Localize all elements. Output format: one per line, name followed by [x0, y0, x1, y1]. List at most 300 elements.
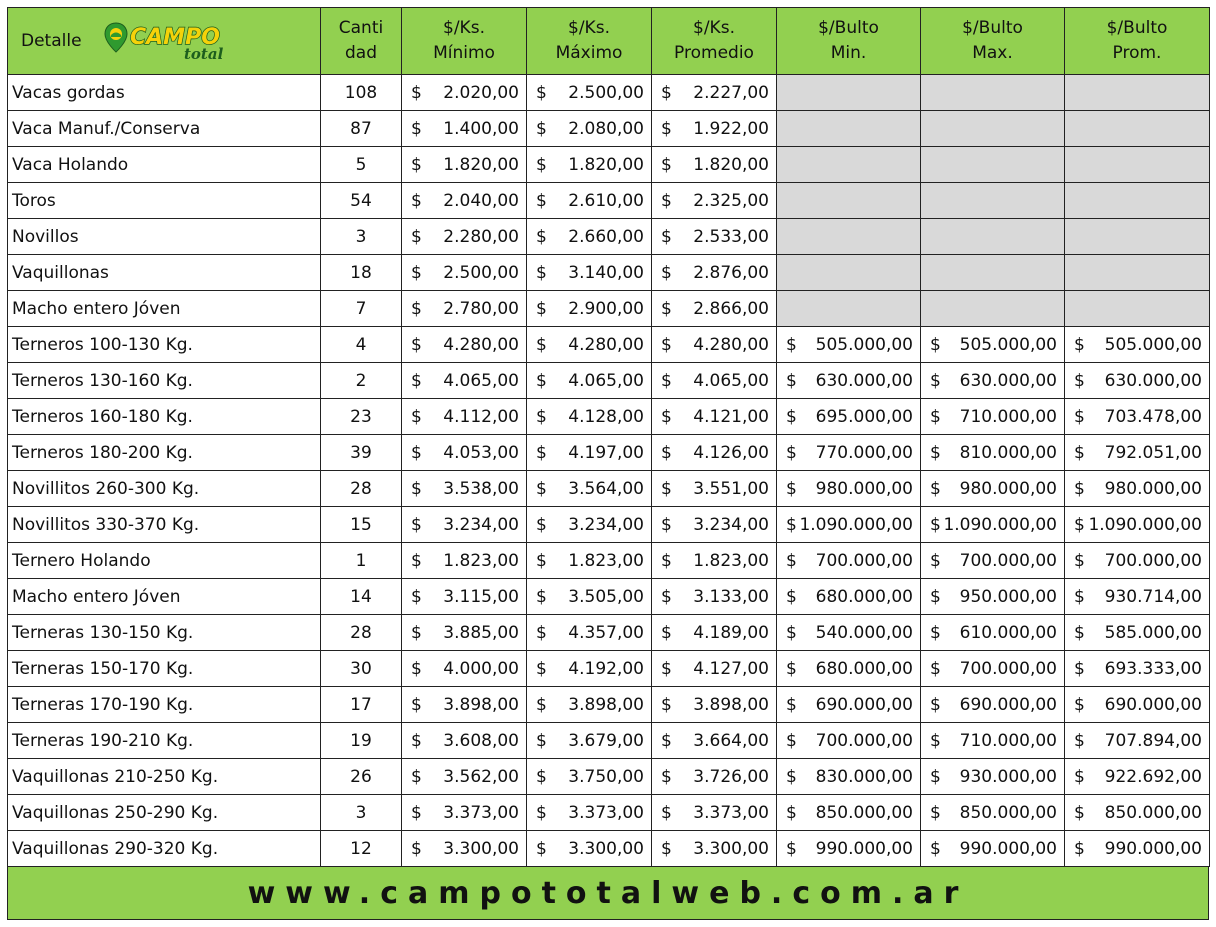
cell-value: 505.000,00: [1104, 334, 1202, 355]
currency-symbol: $: [930, 586, 941, 607]
cell-detalle: Terneros 130-160 Kg.: [8, 363, 321, 399]
cell-value: 2.610,00: [568, 190, 644, 211]
cell-bmin: [777, 435, 921, 471]
cell-kmin: [402, 651, 527, 687]
cell-bmin: [777, 795, 921, 831]
currency-symbol: $: [661, 730, 672, 751]
cell-value: 540.000,00: [815, 622, 913, 643]
cell-kprom: [652, 327, 777, 363]
cell-bprom: [1065, 579, 1210, 615]
cell-bprom: [1065, 723, 1210, 759]
currency-symbol: $: [536, 622, 547, 643]
cell-cantidad: 28: [321, 471, 402, 507]
table-row: [8, 75, 1210, 111]
cell-kprom: [652, 291, 777, 327]
currency-symbol: $: [661, 622, 672, 643]
cell-kmin: [402, 363, 527, 399]
cell-kprom: [652, 651, 777, 687]
currency-symbol: $: [411, 802, 422, 823]
cell-bmax-empty: [921, 75, 1065, 111]
currency-symbol: $: [411, 622, 422, 643]
cell-cantidad: 39: [321, 435, 402, 471]
cell-value: 950.000,00: [959, 586, 1057, 607]
cell-value: 3.564,00: [568, 478, 644, 499]
cell-value: 2.500,00: [568, 82, 644, 103]
currency-symbol: $: [536, 262, 547, 283]
cell-value: 4.127,00: [693, 658, 769, 679]
currency-symbol: $: [411, 406, 422, 427]
cell-cantidad: 54: [321, 183, 402, 219]
cell-kmax: [527, 795, 652, 831]
currency-symbol: $: [786, 406, 797, 427]
cell-value: 930.000,00: [959, 766, 1057, 787]
cell-bprom-empty: [1065, 147, 1210, 183]
currency-symbol: $: [411, 694, 422, 715]
cell-kprom: [652, 435, 777, 471]
cell-bmax: [921, 435, 1065, 471]
cell-bprom-empty: [1065, 291, 1210, 327]
cell-value: 990.000,00: [1104, 838, 1202, 859]
cell-value: 3.373,00: [693, 802, 769, 823]
header-bulto-max: $/Bulto Max.: [921, 8, 1065, 75]
cell-bprom: [1065, 615, 1210, 651]
cell-value: 3.898,00: [443, 694, 519, 715]
currency-symbol: $: [930, 514, 941, 535]
cell-kmin: [402, 435, 527, 471]
cell-value: 1.090.000,00: [943, 514, 1057, 535]
cell-detalle: Vaquillonas 210-250 Kg.: [8, 759, 321, 795]
currency-symbol: $: [786, 478, 797, 499]
cell-value: 4.112,00: [443, 406, 519, 427]
currency-symbol: $: [536, 370, 547, 391]
cell-kmin: [402, 831, 527, 867]
currency-symbol: $: [930, 730, 941, 751]
cell-bprom: [1065, 507, 1210, 543]
currency-symbol: $: [536, 82, 547, 103]
cell-detalle: Terneras 170-190 Kg.: [8, 687, 321, 723]
cell-kprom: [652, 255, 777, 291]
currency-symbol: $: [1074, 442, 1085, 463]
currency-symbol: $: [930, 766, 941, 787]
currency-symbol: $: [1074, 658, 1085, 679]
cell-value: 4.280,00: [443, 334, 519, 355]
cell-bmax-empty: [921, 219, 1065, 255]
cell-detalle: Ternero Holando: [8, 543, 321, 579]
cell-value: 2.280,00: [443, 226, 519, 247]
currency-symbol: $: [411, 190, 422, 211]
cell-bmax: [921, 759, 1065, 795]
currency-symbol: $: [536, 442, 547, 463]
table-row: [8, 615, 1210, 651]
currency-symbol: $: [536, 298, 547, 319]
currency-symbol: $: [536, 406, 547, 427]
currency-symbol: $: [786, 766, 797, 787]
cell-kmin: [402, 543, 527, 579]
cell-detalle: Macho entero Jóven: [8, 579, 321, 615]
cell-value: 3.234,00: [568, 514, 644, 535]
cell-value: 2.080,00: [568, 118, 644, 139]
cell-cantidad: 3: [321, 795, 402, 831]
currency-symbol: $: [536, 802, 547, 823]
currency-symbol: $: [1074, 406, 1085, 427]
cell-value: 610.000,00: [959, 622, 1057, 643]
currency-symbol: $: [1074, 550, 1085, 571]
cell-kmax: [527, 687, 652, 723]
cell-kmin: [402, 687, 527, 723]
header-cantidad: Canti dad: [321, 8, 402, 75]
cell-bmin: [777, 615, 921, 651]
cell-detalle: Terneras 190-210 Kg.: [8, 723, 321, 759]
cell-bprom-empty: [1065, 183, 1210, 219]
cell-bmin: [777, 687, 921, 723]
cell-value: 3.140,00: [568, 262, 644, 283]
cell-bmax-empty: [921, 147, 1065, 183]
cell-bmin: [777, 759, 921, 795]
currency-symbol: $: [536, 334, 547, 355]
cell-kmax: [527, 255, 652, 291]
table-row: [8, 507, 1210, 543]
cell-cantidad: 1: [321, 543, 402, 579]
currency-symbol: $: [1074, 730, 1085, 751]
cell-detalle: Vaquillonas 290-320 Kg.: [8, 831, 321, 867]
cell-value: 3.679,00: [568, 730, 644, 751]
cell-value: 4.126,00: [693, 442, 769, 463]
currency-symbol: $: [536, 658, 547, 679]
cell-kmin: [402, 615, 527, 651]
table-header: [8, 8, 1210, 75]
table-row: [8, 831, 1210, 867]
cell-kmin: [402, 795, 527, 831]
map-pin-icon: [104, 19, 236, 63]
currency-symbol: $: [536, 514, 547, 535]
cell-kmin: [402, 183, 527, 219]
currency-symbol: $: [661, 694, 672, 715]
cell-value: 630.000,00: [959, 370, 1057, 391]
cell-kprom: [652, 219, 777, 255]
cell-bmax-empty: [921, 255, 1065, 291]
cell-detalle: Toros: [8, 183, 321, 219]
currency-symbol: $: [536, 730, 547, 751]
table-row: [8, 435, 1210, 471]
currency-symbol: $: [411, 154, 422, 175]
cell-value: 922.692,00: [1104, 766, 1202, 787]
currency-symbol: $: [536, 190, 547, 211]
cell-value: 3.885,00: [443, 622, 519, 643]
cell-bprom: [1065, 435, 1210, 471]
price-table: [7, 7, 1210, 867]
cell-cantidad: 17: [321, 687, 402, 723]
currency-symbol: $: [1074, 514, 1085, 535]
cell-bmax-empty: [921, 183, 1065, 219]
cell-value: 3.608,00: [443, 730, 519, 751]
cell-value: 700.000,00: [1104, 550, 1202, 571]
cell-bprom: [1065, 327, 1210, 363]
cell-kmin: [402, 291, 527, 327]
cell-bprom: [1065, 687, 1210, 723]
cell-value: 700.000,00: [959, 658, 1057, 679]
cell-kmin: [402, 147, 527, 183]
currency-symbol: $: [661, 190, 672, 211]
cell-value: 710.000,00: [959, 730, 1057, 751]
cell-kprom: [652, 579, 777, 615]
currency-symbol: $: [786, 514, 797, 535]
currency-symbol: $: [930, 658, 941, 679]
cell-detalle: Terneras 130-150 Kg.: [8, 615, 321, 651]
cell-cantidad: 4: [321, 327, 402, 363]
cell-cantidad: 5: [321, 147, 402, 183]
cell-value: 3.898,00: [693, 694, 769, 715]
cell-bmax-empty: [921, 111, 1065, 147]
cell-value: 1.820,00: [568, 154, 644, 175]
cell-bprom: [1065, 399, 1210, 435]
cell-cantidad: 12: [321, 831, 402, 867]
currency-symbol: $: [930, 622, 941, 643]
cell-value: 4.065,00: [568, 370, 644, 391]
cell-bmin-empty: [777, 183, 921, 219]
currency-symbol: $: [930, 802, 941, 823]
cell-cantidad: 2: [321, 363, 402, 399]
cell-value: 3.300,00: [568, 838, 644, 859]
cell-bprom: [1065, 651, 1210, 687]
currency-symbol: $: [930, 442, 941, 463]
cell-cantidad: 87: [321, 111, 402, 147]
cell-kprom: [652, 759, 777, 795]
cell-bmax: [921, 579, 1065, 615]
currency-symbol: $: [661, 658, 672, 679]
cell-value: 850.000,00: [1104, 802, 1202, 823]
cell-bprom: [1065, 363, 1210, 399]
cell-value: 693.333,00: [1104, 658, 1202, 679]
cell-bmin: [777, 723, 921, 759]
footer-url: www.campototalweb.com.ar: [247, 875, 969, 911]
cell-value: 850.000,00: [959, 802, 1057, 823]
cell-value: 850.000,00: [815, 802, 913, 823]
cell-bmin-empty: [777, 111, 921, 147]
cell-value: 695.000,00: [815, 406, 913, 427]
cell-kprom: [652, 615, 777, 651]
cell-value: 2.780,00: [443, 298, 519, 319]
currency-symbol: $: [411, 838, 422, 859]
header-bulto-prom: $/Bulto Prom.: [1065, 8, 1210, 75]
table-row: [8, 399, 1210, 435]
cell-cantidad: 26: [321, 759, 402, 795]
cell-kmin: [402, 471, 527, 507]
footer-banner: [7, 867, 1209, 920]
cell-kprom: [652, 183, 777, 219]
currency-symbol: $: [661, 406, 672, 427]
currency-symbol: $: [411, 298, 422, 319]
currency-symbol: $: [930, 694, 941, 715]
currency-symbol: $: [661, 478, 672, 499]
cell-kmax: [527, 147, 652, 183]
cell-bprom: [1065, 831, 1210, 867]
cell-kmax: [527, 75, 652, 111]
table-row: [8, 147, 1210, 183]
currency-symbol: $: [411, 442, 422, 463]
cell-bprom-empty: [1065, 111, 1210, 147]
cell-value: 710.000,00: [959, 406, 1057, 427]
cell-detalle: Terneros 160-180 Kg.: [8, 399, 321, 435]
cell-value: 3.373,00: [443, 802, 519, 823]
cell-bmax: [921, 399, 1065, 435]
table-row: [8, 795, 1210, 831]
header-detalle-label: Detalle: [21, 30, 82, 51]
cell-value: 3.115,00: [443, 586, 519, 607]
cell-bmin-empty: [777, 291, 921, 327]
table-row: [8, 255, 1210, 291]
cell-value: 4.192,00: [568, 658, 644, 679]
currency-symbol: $: [661, 514, 672, 535]
cell-value: 3.234,00: [693, 514, 769, 535]
currency-symbol: $: [1074, 766, 1085, 787]
cell-value: 585.000,00: [1104, 622, 1202, 643]
cell-value: 3.750,00: [568, 766, 644, 787]
table-row: [8, 579, 1210, 615]
cell-detalle: Vaca Holando: [8, 147, 321, 183]
table-row: [8, 687, 1210, 723]
cell-value: 990.000,00: [959, 838, 1057, 859]
cell-value: 792.051,00: [1104, 442, 1202, 463]
cell-kmax: [527, 363, 652, 399]
cell-bprom: [1065, 795, 1210, 831]
cell-value: 3.898,00: [568, 694, 644, 715]
cell-value: 2.660,00: [568, 226, 644, 247]
currency-symbol: $: [1074, 838, 1085, 859]
currency-symbol: $: [661, 298, 672, 319]
cell-kmax: [527, 723, 652, 759]
currency-symbol: $: [1074, 370, 1085, 391]
cell-cantidad: 3: [321, 219, 402, 255]
cell-value: 980.000,00: [815, 478, 913, 499]
cell-value: 2.533,00: [693, 226, 769, 247]
cell-value: 990.000,00: [815, 838, 913, 859]
cell-value: 690.000,00: [959, 694, 1057, 715]
cell-value: 980.000,00: [959, 478, 1057, 499]
cell-cantidad: 14: [321, 579, 402, 615]
currency-symbol: $: [411, 730, 422, 751]
cell-value: 700.000,00: [815, 550, 913, 571]
currency-symbol: $: [411, 226, 422, 247]
cell-value: 2.900,00: [568, 298, 644, 319]
cell-value: 3.538,00: [443, 478, 519, 499]
cell-value: 700.000,00: [959, 550, 1057, 571]
cell-bmax: [921, 651, 1065, 687]
currency-symbol: $: [930, 406, 941, 427]
cell-bmax: [921, 831, 1065, 867]
cell-kmin: [402, 327, 527, 363]
cell-kmax: [527, 615, 652, 651]
cell-bmin-empty: [777, 75, 921, 111]
cell-value: 2.227,00: [693, 82, 769, 103]
currency-symbol: $: [786, 550, 797, 571]
cell-value: 2.040,00: [443, 190, 519, 211]
currency-symbol: $: [1074, 622, 1085, 643]
cell-kmax: [527, 651, 652, 687]
cell-value: 505.000,00: [959, 334, 1057, 355]
cell-kmin: [402, 75, 527, 111]
cell-bmax: [921, 363, 1065, 399]
cell-bmin: [777, 471, 921, 507]
currency-symbol: $: [1074, 802, 1085, 823]
cell-kmin: [402, 723, 527, 759]
cell-kmax: [527, 399, 652, 435]
currency-symbol: $: [411, 586, 422, 607]
cell-kprom: [652, 471, 777, 507]
cell-bmin-empty: [777, 255, 921, 291]
cell-cantidad: 108: [321, 75, 402, 111]
cell-kmin: [402, 507, 527, 543]
cell-bprom-empty: [1065, 75, 1210, 111]
header-ks-promedio: $/Ks. Promedio: [652, 8, 777, 75]
cell-value: 3.300,00: [693, 838, 769, 859]
cell-bprom: [1065, 759, 1210, 795]
currency-symbol: $: [661, 586, 672, 607]
cell-kmin: [402, 219, 527, 255]
cell-bmax: [921, 507, 1065, 543]
cell-value: 4.189,00: [693, 622, 769, 643]
table-row: [8, 219, 1210, 255]
cell-bmax: [921, 687, 1065, 723]
cell-cantidad: 15: [321, 507, 402, 543]
currency-symbol: $: [661, 118, 672, 139]
cell-value: 1.823,00: [568, 550, 644, 571]
currency-symbol: $: [536, 694, 547, 715]
cell-detalle: Macho entero Jóven: [8, 291, 321, 327]
cell-cantidad: 19: [321, 723, 402, 759]
cell-kmin: [402, 399, 527, 435]
cell-value: 630.000,00: [815, 370, 913, 391]
table-row: [8, 651, 1210, 687]
currency-symbol: $: [1074, 334, 1085, 355]
campo-total-logo: [104, 19, 236, 63]
cell-kmin: [402, 255, 527, 291]
cell-value: 1.823,00: [443, 550, 519, 571]
cell-value: 4.357,00: [568, 622, 644, 643]
currency-symbol: $: [536, 586, 547, 607]
currency-symbol: $: [536, 478, 547, 499]
currency-symbol: $: [536, 154, 547, 175]
header-detalle: [8, 8, 321, 75]
cell-kmax: [527, 219, 652, 255]
cell-cantidad: 7: [321, 291, 402, 327]
cell-value: 1.090.000,00: [1088, 514, 1202, 535]
cell-value: 770.000,00: [815, 442, 913, 463]
cell-bprom-empty: [1065, 219, 1210, 255]
currency-symbol: $: [786, 730, 797, 751]
cell-kprom: [652, 723, 777, 759]
cell-bmax: [921, 327, 1065, 363]
currency-symbol: $: [786, 838, 797, 859]
cell-detalle: Novillitos 330-370 Kg.: [8, 507, 321, 543]
currency-symbol: $: [536, 118, 547, 139]
cell-value: 3.726,00: [693, 766, 769, 787]
table-row: [8, 183, 1210, 219]
cell-value: 3.373,00: [568, 802, 644, 823]
cell-bmax: [921, 471, 1065, 507]
cell-value: 3.133,00: [693, 586, 769, 607]
cell-value: 4.128,00: [568, 406, 644, 427]
currency-symbol: $: [536, 838, 547, 859]
table-body: [8, 75, 1210, 867]
cell-value: 3.664,00: [693, 730, 769, 751]
cell-kmax: [527, 507, 652, 543]
currency-symbol: $: [1074, 694, 1085, 715]
currency-symbol: $: [661, 838, 672, 859]
currency-symbol: $: [661, 442, 672, 463]
currency-symbol: $: [536, 226, 547, 247]
cell-kprom: [652, 795, 777, 831]
currency-symbol: $: [411, 478, 422, 499]
